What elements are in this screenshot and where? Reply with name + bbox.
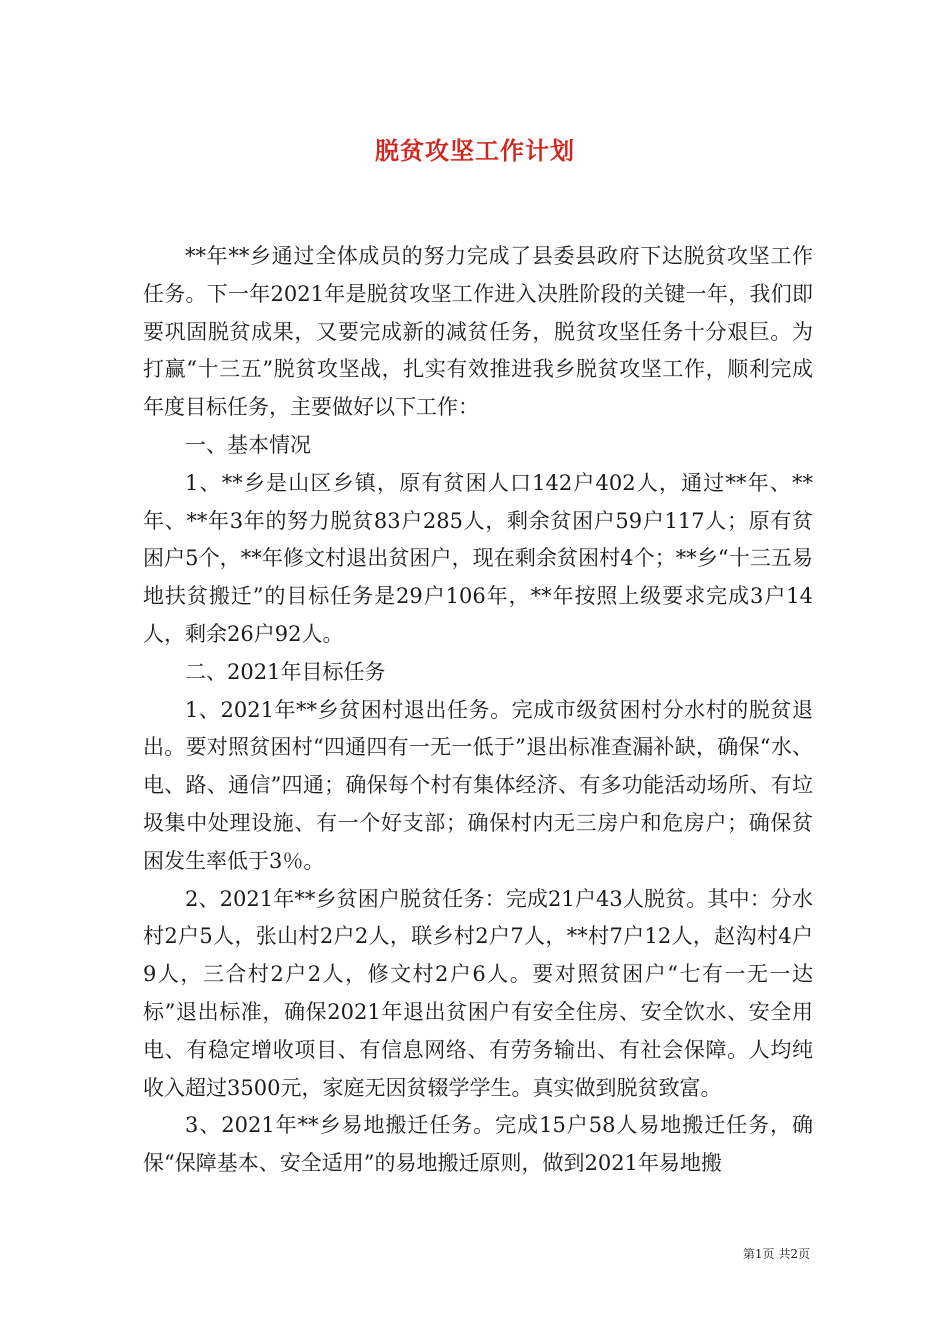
document-title: 脱贫攻坚工作计划 [375,136,575,165]
page-number: 第1页 共2页 [742,1247,810,1261]
section-heading-basic-situation: 一、基本情况 [185,432,311,457]
section-heading-2021-targets: 二、2021年目标任务 [185,659,386,684]
target-item-relocation: 3、2021年**乡易地搬迁任务。完成15户58人易地搬迁任务，确保“保障基本、安全适用”的易地搬迁原则，做到2021年易地搬 [143,1113,813,1176]
target-item-village-exit: 1、2021年**乡贫困村退出任务。完成市级贫困村分水村的脱贫退出。要对照贫困村“四通四有一无一低于”退出标准查漏补缺，确保“水、电、路、通信”四通；确保每个村有集体经济、有多功能活动场所、有垃圾集中处理设施、有一个好支部；确保村内无三房户和危房户；确保贫困发生率低于3％。 [143,697,813,873]
document-body [143,238,813,1183]
basic-situation-paragraph: 1、**乡是山区乡镇，原有贫困人口142户402人，通过**年、**年、**年3年的努力脱贫83户285人，剩余贫困户59户117人；原有贫困户5个，**年修文村退出贫困户，现在剩余贫困村4个；**乡“十三五易地扶贫搬迁”的目标任务是29户106年，**年按照上级要求完成3户14人，剩余26户92人。 [143,470,813,646]
target-item-household-exit: 2、2021年**乡贫困户脱贫任务：完成21户43人脱贫。其中：分水村2户5人，张山村2户2人，联乡村2户7人，**村7户12人，赵沟村4户9人，三合村2户2人，修文村2户6人。要对照贫困户“七有一无一达标”退出标准，确保2021年退出贫困户有安全住房、安全饮水、安全用电、有稳定增收项目、有信息网络、有劳务输出、有社会保障。人均纯收入超过3500元，家庭无因贫辍学学生。真实做到脱贫致富。 [143,886,813,1100]
intro-paragraph: **年**乡通过全体成员的努力完成了县委县政府下达脱贫攻坚工作任务。下一年2021年是脱贫攻坚工作进入决胜阶段的关键一年，我们即要巩固脱贫成果，又要完成新的减贫任务，脱贫攻坚任务十分艰巨。为打赢“十三五”脱贫攻坚战，扎实有效推进我乡脱贫攻坚工作，顺利完成年度目标任务，主要做好以下工作： [143,244,813,420]
